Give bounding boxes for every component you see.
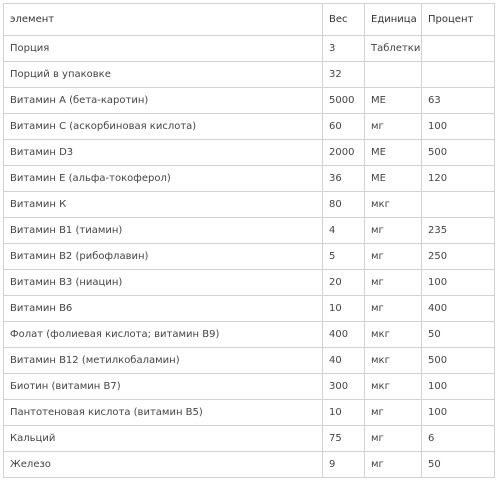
table-row — [4, 62, 495, 88]
cell-percent: 100 — [422, 400, 495, 426]
cell-weight: 32 — [323, 62, 365, 88]
header-weight: Вес — [323, 4, 365, 36]
cell-element: Фолат (фолиевая кислота; витамин В9) — [4, 322, 323, 348]
cell-unit: мг — [365, 114, 422, 140]
cell-weight: 300 — [323, 374, 365, 400]
table-row — [4, 114, 495, 140]
cell-percent: 235 — [422, 218, 495, 244]
cell-weight: 3 — [323, 36, 365, 62]
cell-weight: 400 — [323, 322, 365, 348]
table-row — [4, 348, 495, 374]
cell-percent: 6 — [422, 426, 495, 452]
table-row — [4, 244, 495, 270]
table-row — [4, 36, 495, 62]
cell-percent — [422, 36, 495, 62]
cell-percent: 100 — [422, 114, 495, 140]
cell-unit: мг — [365, 296, 422, 322]
cell-percent: 500 — [422, 348, 495, 374]
cell-unit: МЕ — [365, 88, 422, 114]
cell-unit — [365, 62, 422, 88]
table-row — [4, 88, 495, 114]
cell-weight: 75 — [323, 426, 365, 452]
cell-element: Витамин Е (альфа-токоферол) — [4, 166, 323, 192]
cell-element: Витамин В2 (рибофлавин) — [4, 244, 323, 270]
table-row — [4, 296, 495, 322]
cell-element: Кальций — [4, 426, 323, 452]
cell-unit: мг — [365, 452, 422, 478]
cell-weight: 10 — [323, 400, 365, 426]
cell-element: Железо — [4, 452, 323, 478]
cell-element: Витамин С (аскорбиновая кислота) — [4, 114, 323, 140]
cell-weight: 5000 — [323, 88, 365, 114]
cell-element: Пантотеновая кислота (витамин В5) — [4, 400, 323, 426]
cell-unit: МЕ — [365, 166, 422, 192]
cell-unit: мкг — [365, 192, 422, 218]
cell-percent: 120 — [422, 166, 495, 192]
cell-unit: мг — [365, 400, 422, 426]
cell-weight: 20 — [323, 270, 365, 296]
cell-unit: МЕ — [365, 140, 422, 166]
table-row — [4, 270, 495, 296]
table-row — [4, 140, 495, 166]
cell-element: Витамин В6 — [4, 296, 323, 322]
table-row — [4, 426, 495, 452]
cell-unit: мкг — [365, 348, 422, 374]
cell-weight: 80 — [323, 192, 365, 218]
cell-weight: 4 — [323, 218, 365, 244]
cell-percent — [422, 192, 495, 218]
cell-percent: 400 — [422, 296, 495, 322]
cell-percent: 100 — [422, 270, 495, 296]
cell-element: Порций в упаковке — [4, 62, 323, 88]
table-row — [4, 218, 495, 244]
cell-percent: 100 — [422, 374, 495, 400]
cell-unit: мг — [365, 270, 422, 296]
table-row — [4, 192, 495, 218]
table-row — [4, 166, 495, 192]
cell-weight: 10 — [323, 296, 365, 322]
cell-element: Биотин (витамин В7) — [4, 374, 323, 400]
cell-weight: 40 — [323, 348, 365, 374]
cell-weight: 5 — [323, 244, 365, 270]
cell-percent: 50 — [422, 322, 495, 348]
cell-element: Витамин К — [4, 192, 323, 218]
header-element: элемент — [4, 4, 323, 36]
cell-weight: 2000 — [323, 140, 365, 166]
cell-percent: 50 — [422, 452, 495, 478]
cell-unit: мг — [365, 244, 422, 270]
table-row — [4, 452, 495, 478]
cell-unit: мг — [365, 426, 422, 452]
nutrition-table — [3, 3, 495, 478]
cell-weight: 36 — [323, 166, 365, 192]
cell-element: Витамин В12 (метилкобаламин) — [4, 348, 323, 374]
cell-element: Витамин D3 — [4, 140, 323, 166]
cell-percent: 500 — [422, 140, 495, 166]
cell-weight: 60 — [323, 114, 365, 140]
cell-percent: 250 — [422, 244, 495, 270]
table-row — [4, 400, 495, 426]
cell-element: Порция — [4, 36, 323, 62]
cell-element: Витамин В3 (ниацин) — [4, 270, 323, 296]
table-row — [4, 374, 495, 400]
header-unit: Единица — [365, 4, 422, 36]
cell-unit: мкг — [365, 374, 422, 400]
header-percent: Процент — [422, 4, 495, 36]
cell-percent — [422, 62, 495, 88]
table-header-row — [4, 4, 495, 36]
cell-unit: Таблетки — [365, 36, 422, 62]
cell-percent: 63 — [422, 88, 495, 114]
cell-element: Витамин А (бета-каротин) — [4, 88, 323, 114]
cell-unit: мг — [365, 218, 422, 244]
cell-unit: мкг — [365, 322, 422, 348]
cell-element: Витамин В1 (тиамин) — [4, 218, 323, 244]
table-row — [4, 322, 495, 348]
cell-weight: 9 — [323, 452, 365, 478]
